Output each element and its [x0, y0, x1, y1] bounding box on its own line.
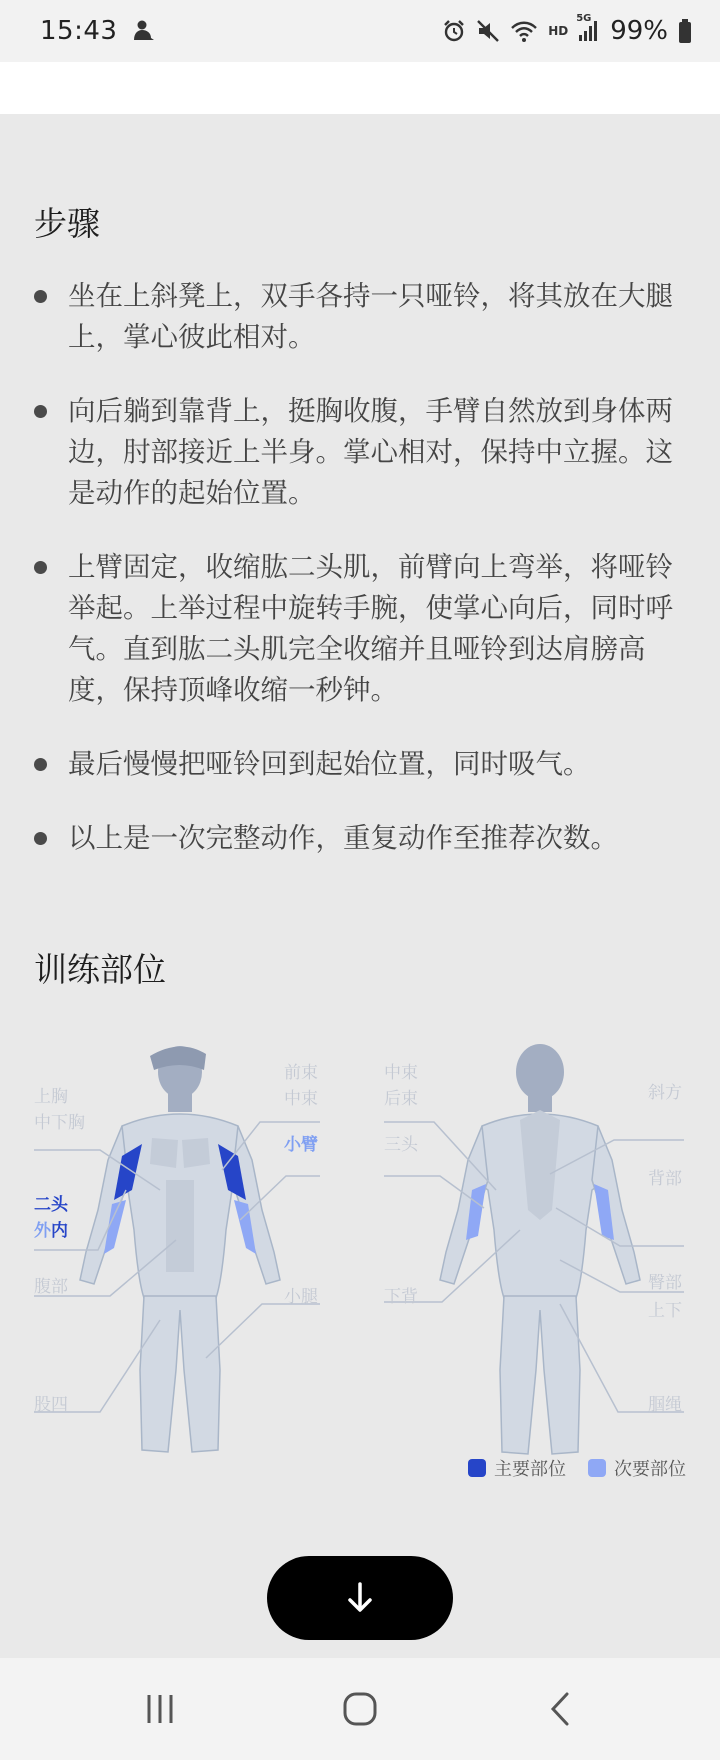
status-time: 15:43	[40, 16, 118, 46]
notification-app-icon	[131, 18, 155, 44]
signal-indicator	[576, 13, 600, 43]
label-upper-lower: 上下	[648, 1301, 682, 1321]
label-glutes: 臀部	[648, 1273, 682, 1293]
label-inner: 内	[51, 1221, 68, 1241]
label-biceps: 二头	[34, 1195, 68, 1215]
step-item-5: 以上是一次完整动作，重复动作至推荐次数。	[34, 818, 684, 859]
label-calf: 小腿	[284, 1287, 318, 1307]
label-triceps: 三头	[384, 1135, 418, 1155]
label-front-delt: 前束	[284, 1063, 318, 1083]
steps-list	[34, 276, 684, 892]
battery-percent: 99%	[610, 16, 668, 46]
step-item-3: 上臂固定，收缩肱二头肌，前臂向上弯举，将哑铃举起。上举过程中旋转手腕，使掌心向后，同时呼气。直到肱二头肌完全收缩并且哑铃到达肩膀高度，保持顶峰收缩一秒钟。	[34, 547, 684, 711]
step-item-4: 最后慢慢把哑铃回到起始位置，同时吸气。	[34, 744, 684, 785]
label-rear-delt: 后束	[384, 1089, 418, 1109]
back-button[interactable]	[520, 1679, 600, 1739]
hd-indicator: HD	[548, 24, 569, 38]
step-item-1: 坐在上斜凳上，双手各持一只哑铃，将其放在大腿上，掌心彼此相对。	[34, 276, 684, 358]
wifi-icon	[510, 19, 538, 43]
label-chest-mid-lower: 中下胸	[34, 1113, 85, 1133]
recents-button[interactable]	[120, 1679, 200, 1739]
label-chest-upper: 上胸	[34, 1087, 68, 1107]
home-button[interactable]	[320, 1679, 400, 1739]
steps-title: 步骤	[34, 204, 100, 243]
recents-icon	[143, 1692, 177, 1726]
label-back: 背部	[648, 1169, 682, 1189]
muscle-diagram	[0, 1040, 720, 1480]
legend-secondary-label: 次要部位	[614, 1459, 686, 1480]
label-quads: 股四	[34, 1395, 68, 1415]
muscles-title: 训练部位	[34, 950, 166, 989]
mute-icon	[476, 19, 500, 43]
header-strip	[0, 62, 720, 114]
label-mid-delt-back: 中束	[384, 1063, 418, 1083]
label-traps: 斜方	[648, 1083, 682, 1103]
status-bar	[0, 0, 720, 62]
download-button[interactable]	[267, 1556, 453, 1640]
muscle-legend	[468, 1455, 686, 1481]
label-lower-back: 下背	[384, 1287, 418, 1307]
muscle-figures	[0, 1040, 720, 1480]
network-type: 5G	[576, 13, 592, 24]
system-nav-bar	[0, 1658, 720, 1760]
battery-icon	[678, 18, 692, 44]
step-item-2: 向后躺到靠背上，挺胸收腹，手臂自然放到身体两边，肘部接近上半身。掌心相对，保持中立握。这是动作的起始位置。	[34, 391, 684, 514]
label-abs: 腹部	[34, 1277, 68, 1297]
label-hamstrings: 腘绳	[648, 1395, 682, 1415]
back-icon	[547, 1691, 573, 1727]
legend-secondary-swatch	[588, 1459, 606, 1477]
home-icon	[342, 1691, 378, 1727]
alarm-icon	[442, 19, 466, 43]
label-forearm: 小臂	[284, 1135, 318, 1155]
label-mid-delt-front: 中束	[284, 1089, 318, 1109]
label-outer: 外	[34, 1221, 51, 1241]
label-biceps-outer-inner	[34, 1216, 68, 1241]
legend-primary-label: 主要部位	[494, 1459, 566, 1480]
legend-primary-swatch	[468, 1459, 486, 1477]
arrow-down-icon	[345, 1581, 375, 1615]
back-body	[440, 1044, 640, 1454]
